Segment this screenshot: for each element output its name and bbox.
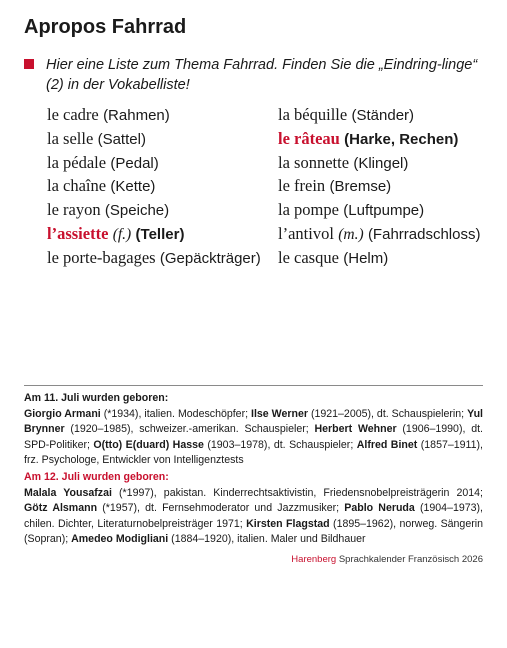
vocab-german: (Gepäckträger) (159, 249, 261, 267)
vocab-row (47, 103, 261, 127)
person-name: Herbert Wehner (314, 423, 397, 436)
birthdays-july-11 (24, 391, 483, 469)
vocab-french: la sonnette (278, 152, 350, 172)
birthday-heading: Am 12. Juli wurden geboren: (24, 471, 169, 483)
vocab-german: (Pedal) (110, 154, 159, 172)
person-details: (1921–2005), dt. Schauspielerin; (307, 407, 468, 420)
vocab-german: (Rahmen) (103, 107, 170, 124)
vocab-french: la pompe (278, 200, 339, 220)
footer-credit (291, 554, 483, 565)
vocab-french: le casque (278, 247, 339, 267)
person-details: (1903–1978), dt. Schauspieler; (203, 438, 357, 451)
person-name: Giorgio Armani (24, 407, 101, 420)
vocab-french: le rayon (47, 200, 101, 220)
vocab-german: (Bremse) (329, 178, 392, 196)
person-name: O(tto) E(duard) Hasse (93, 438, 204, 451)
person-name: Amedeo Modigliani (71, 533, 169, 546)
page-title: Apropos Fahrrad (24, 16, 187, 38)
person-name: Ilse Werner (251, 407, 308, 420)
vocab-german: (Harke, Rechen) (344, 130, 459, 148)
footer-brand: Harenberg (291, 554, 337, 565)
person-details: (*1934), italien. Modeschöpfer; (100, 407, 252, 420)
vocab-german: (Luftpumpe) (343, 202, 425, 220)
vocab-gender: (f.) (112, 225, 132, 243)
vocab-row (47, 246, 261, 270)
vocab-french: l’antivol (278, 223, 334, 243)
vocab-german: (Klingel) (353, 154, 409, 172)
birthday-heading: Am 11. Juli wurden geboren: (24, 392, 169, 404)
vocab-german: (Helm) (343, 249, 389, 267)
vocab-gender: (m.) (338, 225, 364, 243)
vocab-german: (Teller) (135, 225, 185, 243)
footer-text: Sprachkalender Französisch 2026 (336, 554, 483, 565)
birthdays-july-12 (24, 470, 483, 548)
vocab-row (47, 127, 261, 151)
vocab-german: (Sattel) (97, 130, 146, 148)
task-text: Hier eine Liste zum Thema Fahrrad. Finden Sie die „Eindring-linge“ (2) in der Vokabelliste! (46, 57, 478, 93)
birthday-list (24, 486, 483, 548)
vocab-french: l’assiette (47, 223, 109, 243)
vocab-french: la pédale (47, 152, 107, 172)
vocab-row (47, 174, 261, 198)
vocab-row (47, 222, 261, 246)
task-instruction (24, 55, 484, 95)
vocab-row (278, 246, 480, 270)
red-square-bullet-icon (24, 59, 34, 69)
person-details: (1906–1990), dt. SPD-Politiker; (24, 423, 483, 451)
vocab-german: (Fahrradschloss) (367, 225, 481, 243)
person-details: (1884–1920), italien. Maler und Bildhauer (168, 533, 366, 546)
vocab-german: (Speiche) (104, 202, 170, 220)
vocab-list-left (47, 103, 261, 270)
person-details: (1857–1911), frz. Psychologe, Entwickler von Intelligenztests (24, 438, 483, 467)
vocab-row (278, 174, 480, 198)
vocab-french: le frein (278, 176, 326, 196)
person-name: Kirsten Flagstad (246, 517, 330, 530)
person-details: (1904–1973), chilen. Dichter, Literaturnobelpreisträger 1971; (24, 502, 484, 530)
vocab-french: la béquille (278, 105, 348, 124)
vocab-french: le porte-bagages (47, 247, 156, 267)
vocab-row (278, 103, 480, 127)
vocab-french: le cadre (47, 105, 99, 124)
vocab-row (278, 198, 480, 222)
vocab-row (47, 151, 261, 175)
vocab-french: la chaîne (47, 176, 107, 196)
vocab-row (278, 222, 480, 246)
person-details: (*1997), pakistan. Kinderrechtsaktivistin, Friedensnobelpreisträgerin 2014; (111, 486, 483, 499)
vocab-list-right (278, 103, 480, 270)
person-details: (1895–1962), norweg. Sängerin (Sopran); (24, 517, 483, 546)
vocab-french: le râteau (278, 128, 340, 148)
vocab-german: (Ständer) (351, 107, 415, 124)
vocab-german: (Kette) (110, 178, 156, 196)
person-name: Götz Alsmann (24, 502, 98, 515)
vocab-row (47, 198, 261, 222)
person-name: Alfred Binet (356, 438, 418, 451)
person-name: Malala Yousafzai (24, 486, 112, 499)
section-divider (24, 385, 483, 386)
vocab-row (278, 151, 480, 175)
person-name: Pablo Neruda (344, 502, 415, 515)
birthday-list (24, 407, 483, 469)
vocab-row (278, 127, 480, 151)
person-name: Yul Brynner (24, 407, 483, 436)
vocab-french: la selle (47, 128, 94, 148)
person-details: (1920–1985), schweizer.-amerikan. Schauspieler; (64, 423, 315, 436)
person-details: (*1957), dt. Fernsehmoderator und Jazzmusiker; (97, 502, 345, 515)
